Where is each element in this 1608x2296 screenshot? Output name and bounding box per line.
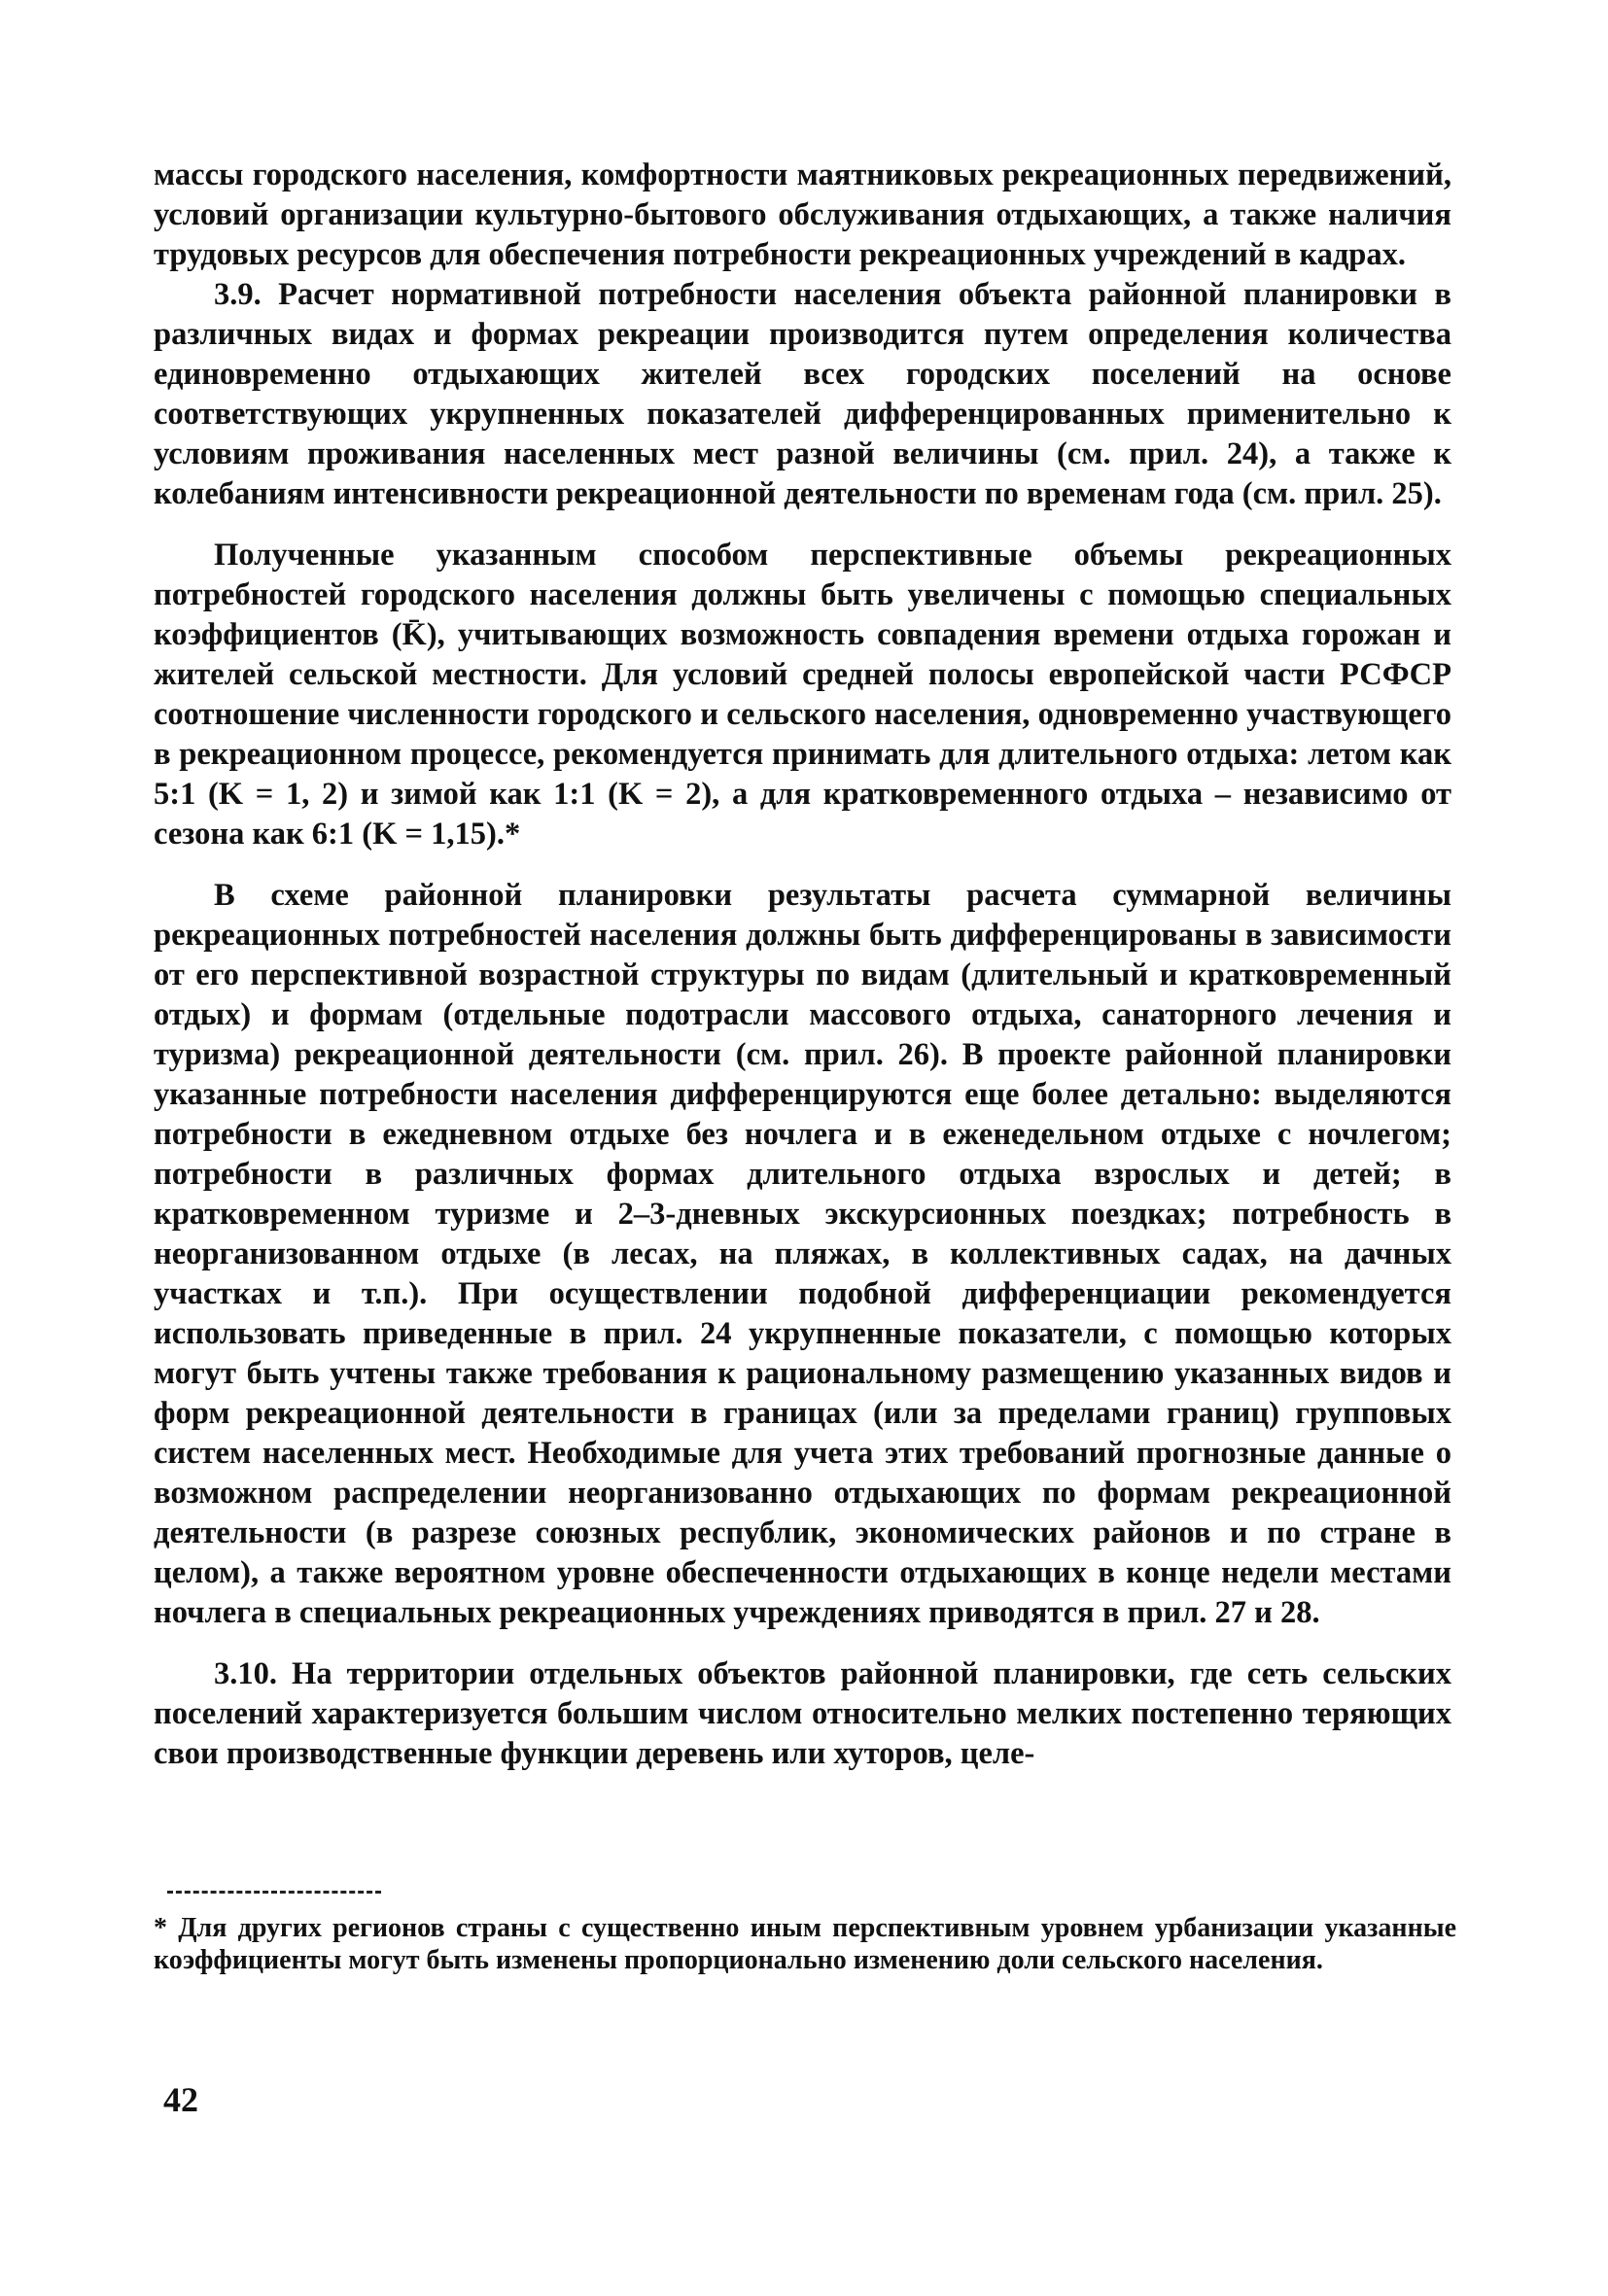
page-body — [154, 156, 1451, 1774]
paragraph-coefficients: Полученные указанным способом перспективные объемы рекреационных потребностей городского населения должны быть увеличены с помощью специальных коэффициентов (K̄), учитывающих возможность совпадения времени отдыха горожан и жителей сельской местности. Для условий средней полосы европейской части РСФСР соотношение численности городского и сельского населения, одновременно участвующего в рекреационном процессе, рекомендуется принимать для длительного отдыха: летом как 5:1 (K = 1, 2) и зимой как 1:1 (K = 2), а для кратковременного отдыха – независимо от сезона как 6:1 (K = 1,15).* — [154, 538, 1451, 852]
paragraph-scheme: В схеме районной планировки результаты расчета суммарной величины рекреационных потребностей населения должны быть дифференцированы в зависимости от его перспективной возрастной структуры по видам (длительный и кратковременный отдых) и формам (отдельные подотрасли массового отдыха, санаторного лечения и туризма) рекреационной деятельности (см. прил. 26). В проекте районной планировки указанные потребности населения дифференцируются еще более детально: выделяются потребности в ежедневном отдыхе без ночлега и в еженедельном отдыхе с ночлегом; потребности в различных формах длительного отдыха взрослых и детей; в кратковременном туризме и 2–3-дневных экскурсионных поездках; потребность в неорганизованном отдыхе (в лесах, на пляжах, в коллективных садах, на дачных участках и т.п.). При осуществлении подобной дифференциации рекомендуется использовать приведенные в прил. 24 укрупненные показатели, с помощью которых могут быть учтены также требования к рациональному размещению указанных видов и форм рекреационной деятельности в границах (или за пределами границ) групповых систем населенных мест. Необходимые для учета этих требований прогнозные данные о возможном распределении неорганизованно отдыхающих по формам рекреационной деятельности (в разрезе союзных республик, экономических районов и по стране в целом), а также вероятном уровне обеспеченности отдыхающих в конце недели местами ночлега в специальных рекреационных учреждениях приводятся в прил. 27 и 28. — [154, 878, 1451, 1630]
footnote-divider — [167, 1891, 381, 1894]
paragraph-section-3-9: 3.9. Расчет нормативной потребности населения объекта районной планировки в различных видах и формах рекреации производится путем определения количества единовременно отдыхающих жителей всех городских поселений на основе соответствующих укрупненных показателей дифференцированных применительно к условиям проживания населенных мест разной величины (см. прил. 24), а также к колебаниям интенсивности рекреационной деятельности по временам года (см. прил. 25). — [154, 277, 1451, 511]
paragraph-section-3-10: 3.10. На территории отдельных объектов районной планировки, где сеть сельских поселений характеризуется большим числом относительно мелких постепенно теряющих свои производственные функции деревень или хуторов, целе- — [154, 1656, 1451, 1771]
footnote: * Для других регионов страны с существенно иным перспективным уровнем урбанизации указанные коэффициенты могут быть изменены пропорционально изменению доли сельского населения. — [154, 1913, 1456, 1975]
paragraph-continuation: массы городского населения, комфортности маятниковых рекреационных передвижений, условий организации культурно-бытового обслуживания отдыхающих, а также наличия трудовых ресурсов для обеспечения потребности рекреационных учреждений в кадрах. — [154, 157, 1451, 272]
page-number: 42 — [163, 2080, 198, 2119]
